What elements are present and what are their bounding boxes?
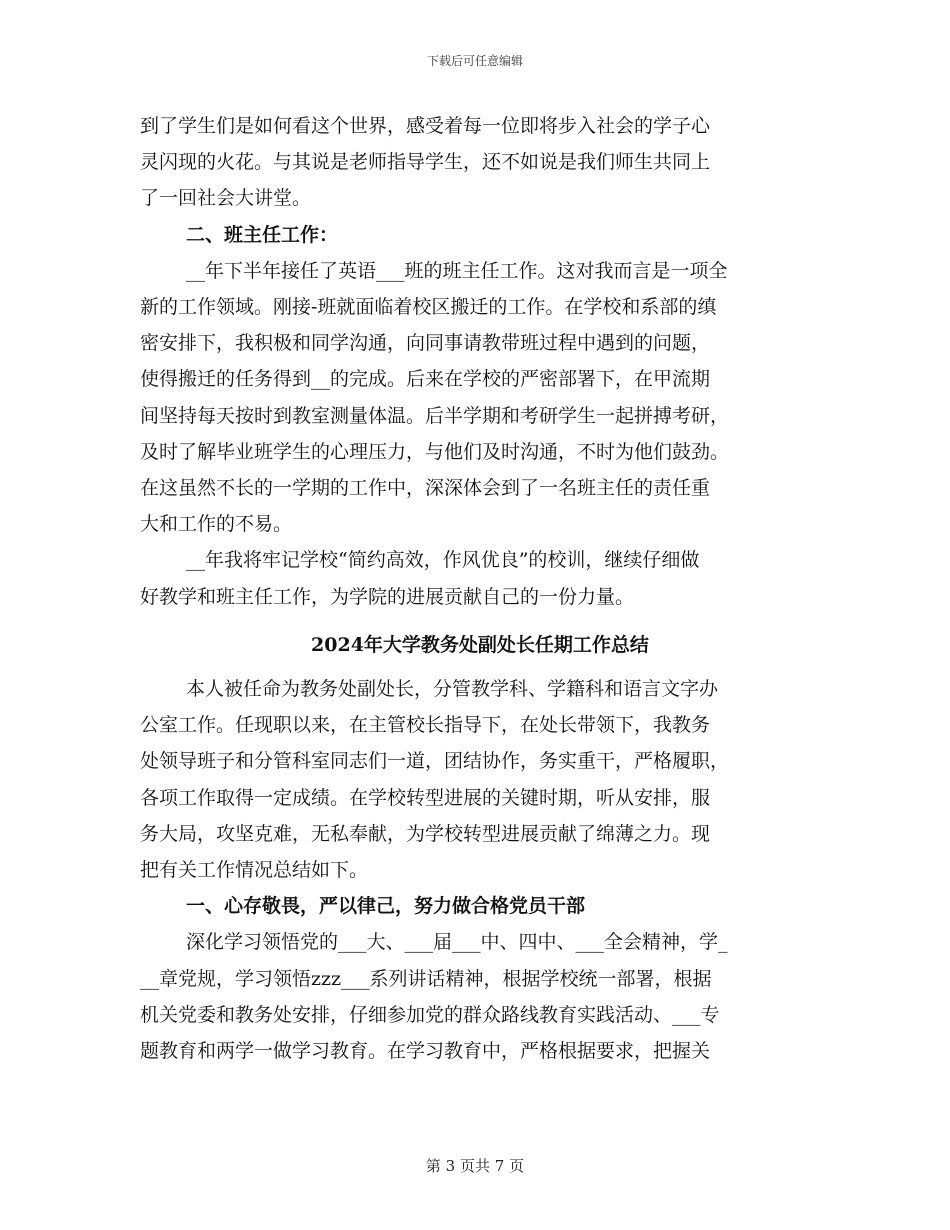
body-line: 灵闪现的火花。与其说是老师指导学生，还不如说是我们师生共同上 <box>140 151 711 174</box>
body-line: 务大局，攻坚克难，无私奉献，为学校转型进展贡献了绵薄之力。现 <box>140 822 711 845</box>
body-line: 机关党委和教务处安排，仔细参加党的群众路线教育实践活动、___专 <box>140 1003 720 1026</box>
body-line: 新的工作领域。刚接-班就面临着校区搬迁的工作。在学校和系部的缜 <box>140 296 717 319</box>
body-line: 好教学和班主任工作，为学院的进展贡献自己的一份力量。 <box>140 585 635 608</box>
body-line: 公室工作。任现职以来，在主管校长指导下，在处长带领下，我教务 <box>140 714 711 737</box>
body-line: 深化学习领悟党的___大、___届___中、四中、___全会精神，学_ <box>186 931 728 954</box>
body-line: __年我将牢记学校“简约高效，作风优良”的校训，继续仔细做 <box>186 549 700 572</box>
body-line: 了一回社会大讲堂。 <box>140 187 312 210</box>
body-line: 密安排下，我积极和同学沟通，向同事请教带班过程中遇到的问题， <box>140 332 711 355</box>
article-title: 2024年大学教务处副处长任期工作总结 <box>311 633 649 656</box>
body-line: 把有关工作情况总结如下。 <box>140 859 369 882</box>
section-heading: 一、心存敬畏，严以律己，努力做合格党员干部 <box>186 895 586 918</box>
body-line: 及时了解毕业班学生的心理压力，与他们及时沟通，不时为他们鼓劲。 <box>140 440 730 463</box>
body-line: 处领导班子和分管科室同志们一道，团结协作，务实重干，严格履职， <box>140 750 730 773</box>
body-line: 大和工作的不易。 <box>140 513 293 536</box>
body-line: __章党规，学习领悟zzz___系列讲话精神，根据学校统一部署，根据 <box>140 967 712 990</box>
page-header: 下载后可任意编辑 <box>426 54 523 68</box>
page-footer: 第 3 页共 7 页 <box>425 1157 525 1175</box>
body-line: __年下半年接任了英语___班的班主任工作。这对我而言是一项全 <box>186 259 728 282</box>
body-line: 间坚持每天按时到教室测量体温。后半学期和考研学生一起拼搏考研， <box>140 404 730 427</box>
document-body <box>140 108 820 1069</box>
section-heading: 二、班主任工作： <box>186 223 339 246</box>
body-line: 本人被任命为教务处副处长，分管教学科、学籍科和语言文字办 <box>186 678 719 701</box>
body-line: 在这虽然不长的一学期的工作中，深深体会到了一名班主任的责任重 <box>140 477 711 500</box>
body-line: 各项工作取得一定成绩。在学校转型进展的关键时期，听从安排，服 <box>140 786 711 809</box>
body-line: 题教育和两学一做学习教育。在学习教育中，严格根据要求，把握关 <box>140 1040 711 1063</box>
body-line: 使得搬迁的任务得到__的完成。后来在学校的严密部署下，在甲流期 <box>140 368 711 391</box>
body-line: 到了学生们是如何看这个世界，感受着每一位即将步入社会的学子心 <box>140 115 711 137</box>
